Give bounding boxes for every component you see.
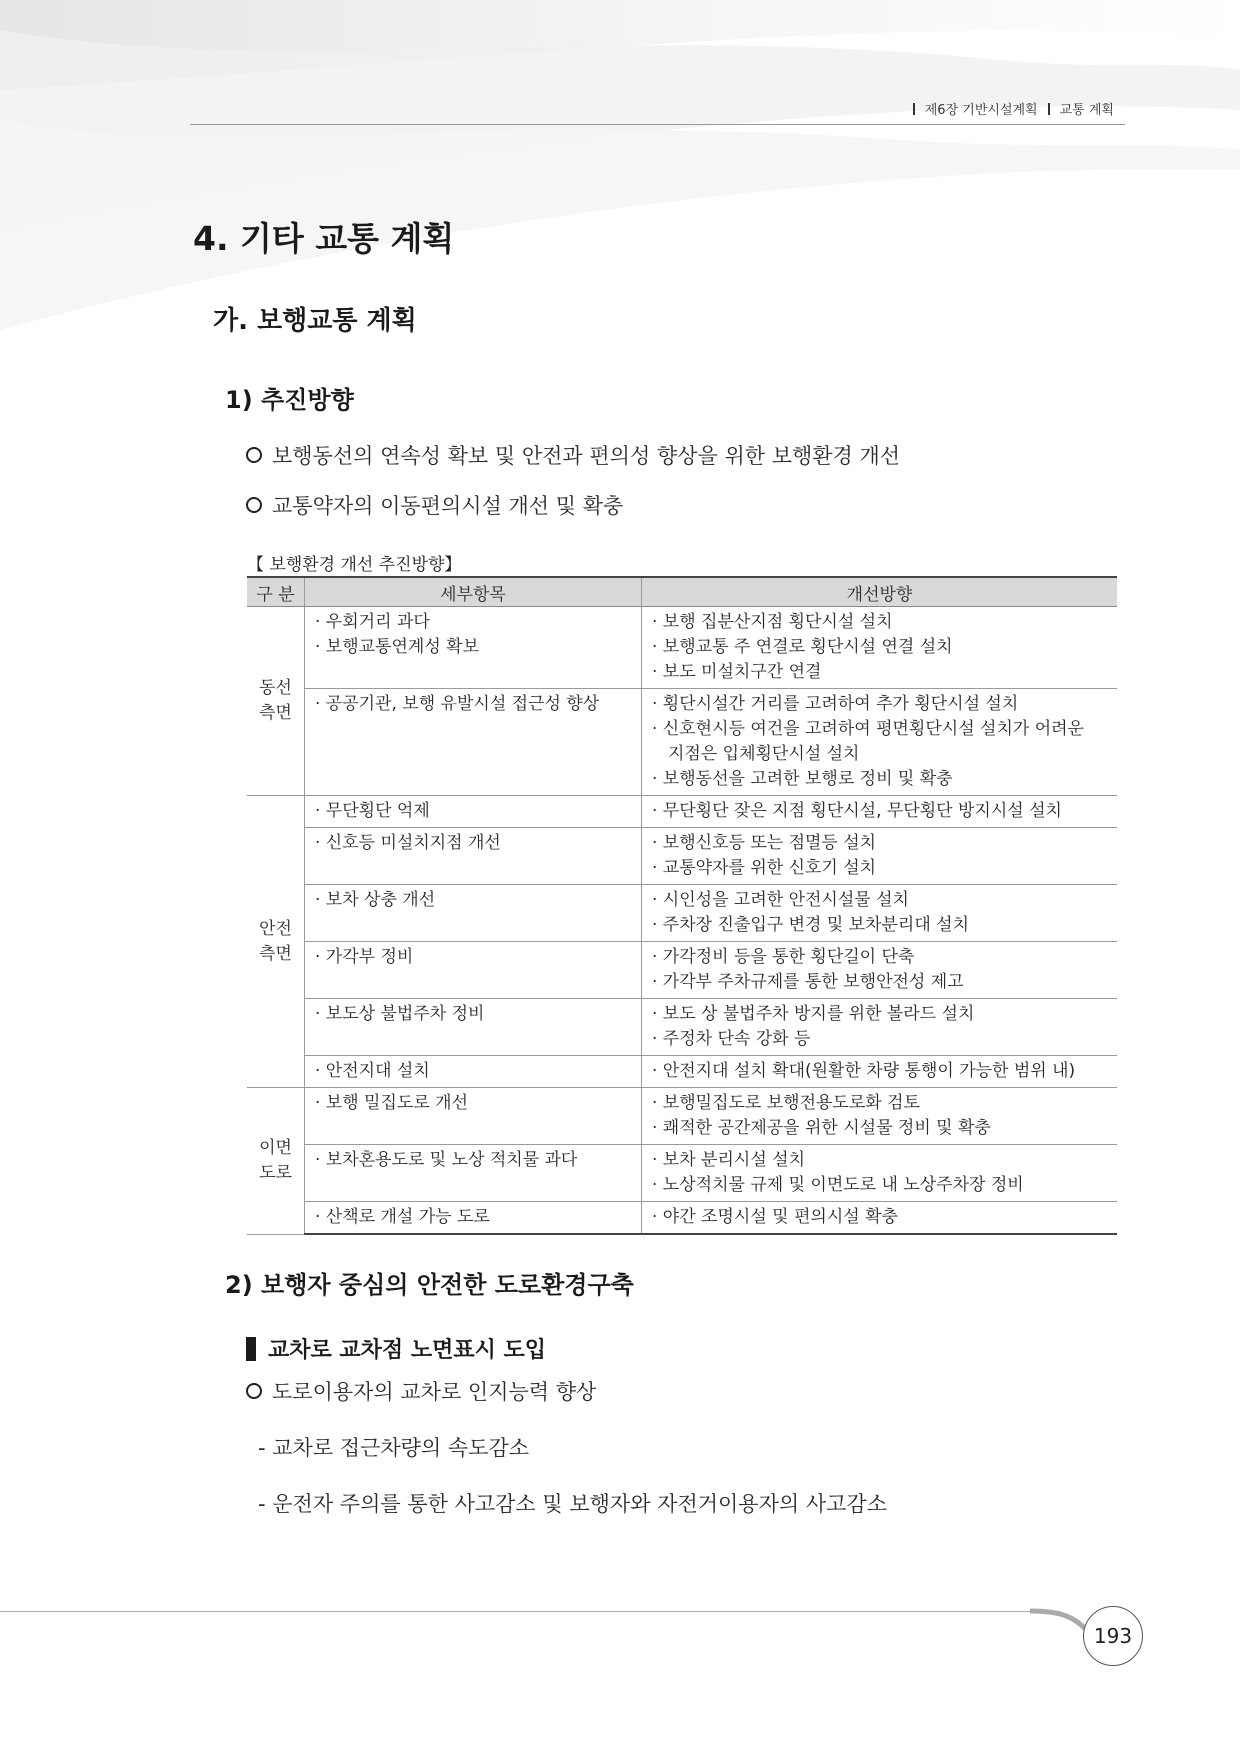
category-label: 측면: [259, 943, 292, 964]
improvement-item: · 노상적치물 규제 및 이면도로 내 노상주차장 정비: [652, 1175, 1024, 1195]
header-rule: [190, 124, 1125, 125]
improvement-item: · 시인성을 고려한 안전시설물 설치: [652, 890, 909, 910]
detail-item: · 무단횡단 억제: [315, 801, 430, 821]
improvement-item: · 가각정비 등을 통한 횡단길이 단축: [652, 947, 915, 967]
detail-item: · 가각부 정비: [315, 947, 414, 967]
dash-item: - 운전자 주의를 통한 사고감소 및 보행자와 자전거이용자의 사고감소: [258, 1492, 887, 1516]
bullet-item: [246, 1376, 596, 1406]
improvement-item: · 신호현시등 여건을 고려하여 평면횡단시설 설치가 어려운: [652, 719, 1084, 739]
detail-item: · 신호등 미설치지점 개선: [315, 833, 501, 853]
table-row: [247, 828, 1117, 885]
improvement-cell: [642, 607, 1118, 689]
improvement-cell: [642, 1145, 1118, 1202]
circle-bullet-icon: [246, 447, 262, 463]
table-caption: 【 보행환경 개선 추진방향】: [247, 555, 462, 575]
category-label: 동선: [259, 678, 292, 698]
improvement-cell: [642, 885, 1118, 942]
detail-cell: [305, 999, 642, 1056]
table-row: [247, 1202, 1117, 1235]
header-chapter: 제6장 기반시설계획: [924, 103, 1038, 118]
improvement-item: · 보행동선을 고려한 보행로 정비 및 확충: [652, 769, 953, 789]
table-row: [247, 1088, 1117, 1145]
subsubsection-heading: 2) 보행자 중심의 안전한 도로환경구축: [225, 1271, 634, 1299]
table-row: [247, 607, 1117, 689]
bullet-text: 도로이용자의 교차로 인지능력 향상: [272, 1380, 597, 1404]
detail-cell: [305, 689, 642, 796]
detail-item: · 보도상 불법주차 정비: [315, 1004, 485, 1024]
page-number: 193: [1083, 1606, 1143, 1666]
detail-cell: [305, 942, 642, 999]
header-improvements: 개선방향: [642, 577, 1118, 607]
detail-item: · 보행 밀집도로 개선: [315, 1093, 468, 1113]
bullet-text: 교통약자의 이동편의시설 개선 및 확충: [272, 494, 624, 518]
table-row: [247, 885, 1117, 942]
detail-item: · 보행교통연계성 확보: [315, 637, 480, 657]
improvement-item: · 보도 상 불법주차 방지를 위한 볼라드 설치: [652, 1004, 975, 1024]
detail-cell: [305, 1145, 642, 1202]
improvement-cell: [642, 999, 1118, 1056]
table-row: [247, 689, 1117, 796]
header-category: 구 분: [247, 577, 305, 607]
dash-item: - 교차로 접근차량의 속도감소: [258, 1436, 530, 1460]
table-header-row: [247, 577, 1117, 607]
detail-cell: [305, 607, 642, 689]
detail-item: · 보차혼용도로 및 노상 적치물 과다: [315, 1150, 578, 1170]
improvement-item: · 주차장 진출입구 변경 및 보차분리대 설치: [652, 915, 970, 935]
detail-item: · 산책로 개설 가능 도로: [315, 1207, 490, 1227]
improvement-item: · 주정차 단속 강화 등: [652, 1029, 811, 1049]
category-label: 도로: [259, 1162, 292, 1183]
running-header: [913, 99, 1114, 118]
improvement-cell: [642, 1088, 1118, 1145]
category-label: 안전: [259, 918, 292, 939]
detail-cell: [305, 1202, 642, 1235]
bullet-text: 보행동선의 연속성 확보 및 안전과 편의성 향상을 위한 보행환경 개선: [272, 444, 901, 468]
table-body: [247, 607, 1117, 1235]
table-row: [247, 1145, 1117, 1202]
detail-cell: [305, 885, 642, 942]
bullet-item: [246, 490, 623, 520]
header-separator: [1048, 103, 1050, 115]
improvement-item: · 보차 분리시설 설치: [652, 1150, 805, 1170]
table-row: [247, 942, 1117, 999]
detail-cell: [305, 1088, 642, 1145]
category-cell: [247, 1088, 305, 1235]
improvement-item: · 보행밀집도로 보행전용도로화 검토: [652, 1093, 920, 1113]
detail-item: · 공공기관, 보행 유발시설 접근성 향상: [315, 694, 600, 714]
detail-cell: [305, 828, 642, 885]
category-cell: [247, 796, 305, 1088]
detail-item: · 우회거리 과다: [315, 612, 430, 632]
improvement-item: · 야간 조명시설 및 편의시설 확충: [652, 1207, 898, 1227]
improvement-cell: [642, 1056, 1118, 1088]
improvement-item: · 보도 미설치구간 연결: [652, 662, 822, 682]
improvement-item: · 무단횡단 잦은 지점 횡단시설, 무단횡단 방지시설 설치: [652, 801, 1062, 821]
circle-bullet-icon: [246, 497, 262, 513]
improvement-item: · 안전지대 설치 확대(원활한 차량 통행이 가능한 범위 내): [652, 1061, 1076, 1081]
category-label: 이면: [259, 1137, 292, 1158]
improvement-item: · 보행교통 주 연결로 횡단시설 연결 설치: [652, 637, 953, 657]
improvement-cell: [642, 828, 1118, 885]
improvement-cell: [642, 796, 1118, 828]
detail-cell: [305, 1056, 642, 1088]
improvement-item: · 쾌적한 공간제공을 위한 시설물 정비 및 확충: [652, 1118, 991, 1138]
improvement-cell: [642, 942, 1118, 999]
header-section: 교통 계획: [1059, 103, 1114, 118]
detail-item: · 보차 상충 개선: [315, 890, 436, 910]
improvement-item: · 횡단시설간 거리를 고려하여 추가 횡단시설 설치: [652, 694, 1019, 714]
improvement-item: · 보행신호등 또는 점멸등 설치: [652, 833, 877, 853]
detail-item: · 안전지대 설치: [315, 1061, 430, 1081]
table-row: [247, 999, 1117, 1056]
category-label: 측면: [259, 703, 292, 723]
topic-title: [246, 1333, 546, 1364]
bullet-item: [246, 440, 900, 470]
improvement-item: · 가각부 주차규제를 통한 보행안전성 제고: [652, 972, 964, 992]
improvement-cell: [642, 1202, 1118, 1235]
circle-bullet-icon: [246, 1383, 262, 1399]
subsection-heading: 가. 보행교통 계획: [213, 306, 417, 336]
header-separator: [913, 103, 915, 115]
improvement-item: · 보행 집분산지점 횡단시설 설치: [652, 612, 893, 632]
topic-title-text: 교차로 교차점 노면표시 도입: [268, 1338, 547, 1363]
header-details: 세부항목: [305, 577, 642, 607]
square-bullet-icon: [246, 1337, 256, 1361]
table-row: [247, 796, 1117, 828]
footer-rule: [0, 1611, 1060, 1612]
improvement-cell: [642, 689, 1118, 796]
table-row: [247, 1056, 1117, 1088]
category-cell: [247, 607, 305, 796]
background-swoosh: [0, 0, 1240, 330]
improvement-item: 지점은 입체횡단시설 설치: [668, 744, 860, 764]
pedestrian-improvement-table: [247, 576, 1117, 1235]
section-heading: 4. 기타 교통 계획: [193, 219, 455, 258]
subsubsection-heading: 1) 추진방향: [225, 386, 354, 414]
improvement-item: · 교통약자를 위한 신호기 설치: [652, 858, 877, 878]
detail-cell: [305, 796, 642, 828]
